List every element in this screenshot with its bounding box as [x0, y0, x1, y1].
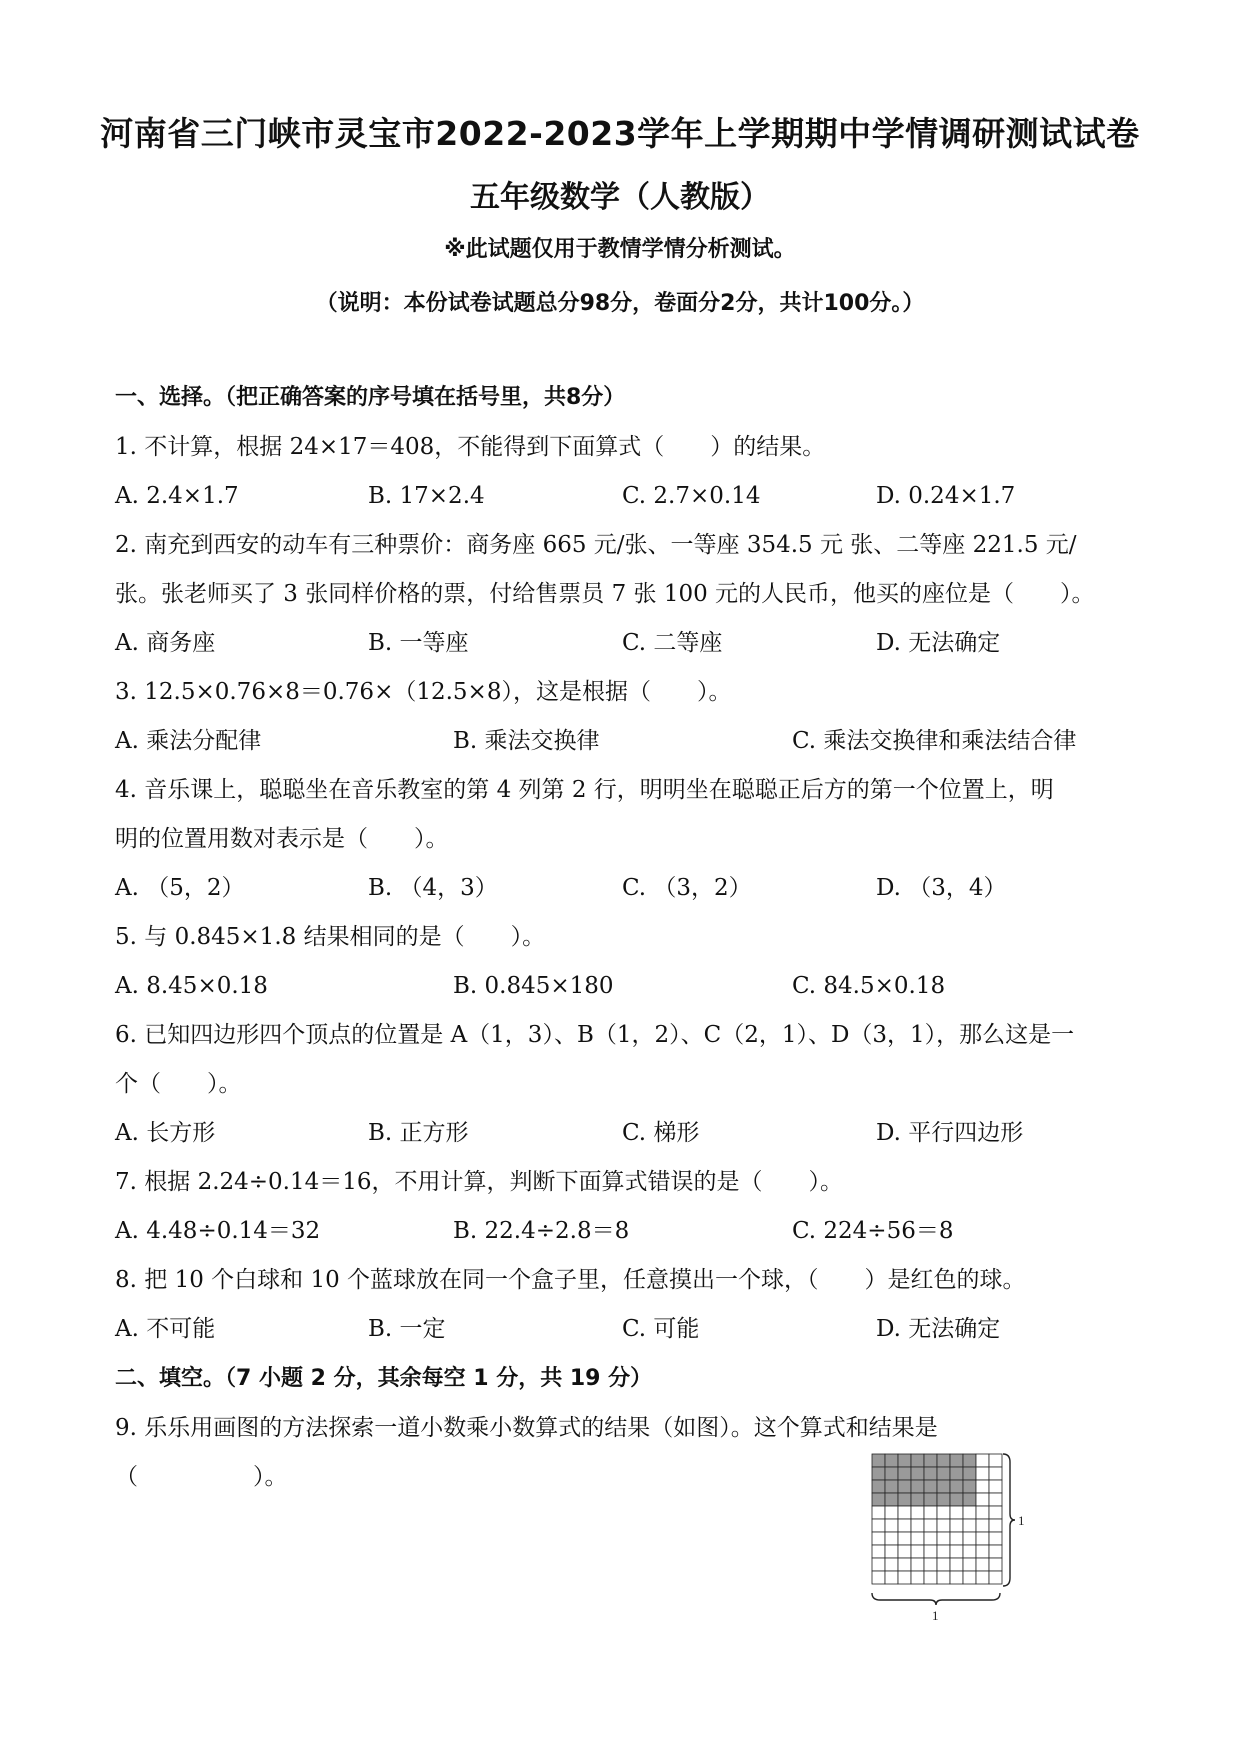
grid-cell-shaded — [911, 1467, 924, 1480]
q9-line2: （ ）。 — [115, 1464, 288, 1490]
q4-option-d: D. （3，4） — [876, 875, 1007, 901]
grid-cell — [911, 1519, 924, 1532]
grid-cell — [924, 1558, 937, 1571]
grid-cell — [976, 1467, 989, 1480]
grid-cell — [872, 1545, 885, 1558]
grid-cell — [976, 1532, 989, 1545]
grid-cell — [924, 1545, 937, 1558]
grid-cell-shaded — [937, 1493, 950, 1506]
grid-cell — [911, 1532, 924, 1545]
q6-line2: 个（ ）。 — [115, 1071, 242, 1097]
q4-line1: 4. 音乐课上，聪聪坐在音乐教室的第 4 列第 2 行，明明坐在聪聪正后方的第一个位置上，明 — [115, 777, 1054, 803]
grid-cell-shaded — [963, 1467, 976, 1480]
grid-cell — [872, 1558, 885, 1571]
grid-cell — [963, 1519, 976, 1532]
grid-cell — [950, 1558, 963, 1571]
q2-option-d: D. 无法确定 — [876, 630, 1001, 656]
q8-option-d: D. 无法确定 — [876, 1316, 1001, 1342]
q3-option-a: A. 乘法分配律 — [115, 728, 262, 754]
grid-cell — [937, 1532, 950, 1545]
exam-title: 河南省三门峡市灵宝市2022-2023学年上学期期中学情调研测试试卷 — [100, 114, 1140, 153]
grid-cell — [976, 1571, 989, 1584]
grid-cell-shaded — [885, 1467, 898, 1480]
section2-heading: 二、填空。（7 小题 2 分，其余每空 1 分，共 19 分） — [115, 1366, 653, 1391]
q1-option-a: A. 2.4×1.7 — [115, 483, 239, 509]
q1-option-c: C. 2.7×0.14 — [622, 483, 761, 509]
grid-cell — [950, 1519, 963, 1532]
grid-cell-shaded — [950, 1454, 963, 1467]
grid-cell — [885, 1545, 898, 1558]
q5-option-c: C. 84.5×0.18 — [792, 973, 946, 999]
grid-cell-shaded — [898, 1467, 911, 1480]
grid-cell — [937, 1506, 950, 1519]
grid-cell-shaded — [937, 1480, 950, 1493]
grid-cell — [937, 1558, 950, 1571]
grid-cell — [898, 1532, 911, 1545]
grid-cell — [885, 1532, 898, 1545]
grid-cell — [963, 1571, 976, 1584]
grid-cell — [911, 1545, 924, 1558]
exam-note: （说明：本份试卷试题总分98分，卷面分2分，共计100分。） — [315, 291, 925, 316]
grid-cell — [976, 1454, 989, 1467]
grid-cell — [963, 1558, 976, 1571]
q4-line2: 明的位置用数对表示是（ ）。 — [115, 826, 449, 852]
grid-cell — [885, 1519, 898, 1532]
q6-option-c: C. 梯形 — [622, 1120, 700, 1146]
grid-cell — [872, 1571, 885, 1584]
grid-cell-shaded — [950, 1480, 963, 1493]
grid-cell — [976, 1519, 989, 1532]
q2-option-b: B. 一等座 — [368, 630, 469, 656]
grid-cell — [989, 1480, 1002, 1493]
grid-cell — [885, 1506, 898, 1519]
bottom-brace-label: 1 — [932, 1608, 939, 1622]
grid-cell — [898, 1545, 911, 1558]
grid-cell — [950, 1532, 963, 1545]
grid-cell-shaded — [911, 1480, 924, 1493]
grid-cell — [989, 1558, 1002, 1571]
q3-text: 3. 12.5×0.76×8＝0.76×（12.5×8），这是根据（ ）。 — [115, 679, 732, 705]
q4-option-b: B. （4，3） — [368, 875, 498, 901]
grid-cell-shaded — [885, 1480, 898, 1493]
exam-notice: ※此试题仅用于教情学情分析测试。 — [444, 237, 796, 262]
grid-cell — [950, 1545, 963, 1558]
grid-cell-shaded — [898, 1493, 911, 1506]
grid-cell — [911, 1558, 924, 1571]
grid-cell-shaded — [885, 1454, 898, 1467]
q5-option-b: B. 0.845×180 — [453, 973, 614, 999]
grid-cell — [989, 1493, 1002, 1506]
grid-cell-shaded — [963, 1480, 976, 1493]
grid-cell — [898, 1519, 911, 1532]
grid-cell-shaded — [872, 1467, 885, 1480]
section1-heading: 一、选择。（把正确答案的序号填在括号里，共8分） — [115, 385, 626, 410]
grid-cell — [872, 1506, 885, 1519]
grid-cell — [924, 1519, 937, 1532]
grid-cell — [963, 1506, 976, 1519]
grid-cell — [989, 1454, 1002, 1467]
grid-cell — [872, 1532, 885, 1545]
grid-cells — [872, 1454, 1002, 1584]
q6-option-b: B. 正方形 — [368, 1120, 469, 1146]
grid-cell-shaded — [872, 1493, 885, 1506]
grid-cell-shaded — [924, 1493, 937, 1506]
q4-option-a: A. （5，2） — [115, 875, 245, 901]
q9-line1: 9. 乐乐用画图的方法探索一道小数乘小数算式的结果（如图）。这个算式和结果是 — [115, 1415, 938, 1441]
grid-cell-shaded — [950, 1493, 963, 1506]
grid-cell-shaded — [872, 1454, 885, 1467]
grid-cell — [885, 1571, 898, 1584]
grid-cell-shaded — [963, 1493, 976, 1506]
grid-cell — [872, 1519, 885, 1532]
grid-cell — [989, 1571, 1002, 1584]
q3-option-b: B. 乘法交换律 — [453, 728, 600, 754]
grid-cell — [950, 1506, 963, 1519]
grid-cell — [976, 1493, 989, 1506]
q4-option-c: C. （3，2） — [622, 875, 752, 901]
q1-text: 1. 不计算，根据 24×17＝408，不能得到下面算式（ ）的结果。 — [115, 434, 826, 460]
q3-option-c: C. 乘法交换律和乘法结合律 — [792, 728, 1077, 754]
q8-option-b: B. 一定 — [368, 1316, 446, 1342]
grid-cell — [898, 1571, 911, 1584]
bottom-brace — [872, 1593, 1000, 1605]
grid-cell — [911, 1571, 924, 1584]
q6-option-d: D. 平行四边形 — [876, 1120, 1024, 1146]
grid-cell-shaded — [898, 1454, 911, 1467]
grid-cell — [911, 1506, 924, 1519]
q2-option-c: C. 二等座 — [622, 630, 723, 656]
grid-cell — [937, 1571, 950, 1584]
decimal-grid-figure — [870, 1452, 1040, 1622]
q8-option-c: C. 可能 — [622, 1316, 700, 1342]
grid-cell-shaded — [924, 1467, 937, 1480]
grid-cell-shaded — [950, 1467, 963, 1480]
q8-text: 8. 把 10 个白球和 10 个蓝球放在同一个盒子里，任意摸出一个球，（ ）是红色的球。 — [115, 1267, 1026, 1293]
grid-cell — [898, 1558, 911, 1571]
grid-cell — [976, 1545, 989, 1558]
grid-cell — [898, 1506, 911, 1519]
grid-cell — [937, 1519, 950, 1532]
grid-cell — [989, 1532, 1002, 1545]
grid-cell — [924, 1532, 937, 1545]
grid-cell — [885, 1558, 898, 1571]
grid-cell — [989, 1545, 1002, 1558]
q7-text: 7. 根据 2.24÷0.14＝16，不用计算，判断下面算式错误的是（ ）。 — [115, 1169, 844, 1195]
grid-cell-shaded — [924, 1480, 937, 1493]
q5-text: 5. 与 0.845×1.8 结果相同的是（ ）。 — [115, 924, 546, 950]
q7-option-c: C. 224÷56＝8 — [792, 1218, 954, 1244]
grid-cell-shaded — [872, 1480, 885, 1493]
q7-option-b: B. 22.4÷2.8＝8 — [453, 1218, 630, 1244]
q2-line2: 张。张老师买了 3 张同样价格的票，付给售票员 7 张 100 元的人民币，他买的座位是（ ）。 — [115, 581, 1095, 607]
grid-cell-shaded — [911, 1454, 924, 1467]
grid-cell — [924, 1506, 937, 1519]
grid-cell-shaded — [924, 1454, 937, 1467]
right-brace — [1003, 1454, 1015, 1586]
grid-cell — [989, 1467, 1002, 1480]
q6-option-a: A. 长方形 — [115, 1120, 216, 1146]
grid-cell — [924, 1571, 937, 1584]
q8-option-a: A. 不可能 — [115, 1316, 216, 1342]
q1-option-d: D. 0.24×1.7 — [876, 483, 1016, 509]
grid-cell — [976, 1558, 989, 1571]
grid-cell — [976, 1480, 989, 1493]
grid-cell — [937, 1545, 950, 1558]
grid-cell — [950, 1571, 963, 1584]
q6-line1: 6. 已知四边形四个顶点的位置是 A（1，3）、B（1，2）、C（2，1）、D（3，1），那么这是一 — [115, 1022, 1075, 1048]
exam-subtitle: 五年级数学（人教版） — [470, 180, 770, 215]
grid-cell-shaded — [937, 1454, 950, 1467]
grid-cell — [963, 1532, 976, 1545]
grid-cell — [976, 1506, 989, 1519]
grid-cell-shaded — [963, 1454, 976, 1467]
grid-cell — [989, 1506, 1002, 1519]
grid-cell-shaded — [898, 1480, 911, 1493]
q2-option-a: A. 商务座 — [115, 630, 216, 656]
grid-cell-shaded — [937, 1467, 950, 1480]
q2-line1: 2. 南充到西安的动车有三种票价：商务座 665 元/张、一等座 354.5 元 张、二等座 221.5 元/ — [115, 532, 1077, 558]
grid-cell — [989, 1519, 1002, 1532]
q1-option-b: B. 17×2.4 — [368, 483, 485, 509]
right-brace-label: 1 — [1018, 1513, 1025, 1528]
grid-cell-shaded — [911, 1493, 924, 1506]
grid-cell-shaded — [885, 1493, 898, 1506]
q5-option-a: A. 8.45×0.18 — [115, 973, 268, 999]
grid-cell — [963, 1545, 976, 1558]
q7-option-a: A. 4.48÷0.14＝32 — [115, 1218, 321, 1244]
